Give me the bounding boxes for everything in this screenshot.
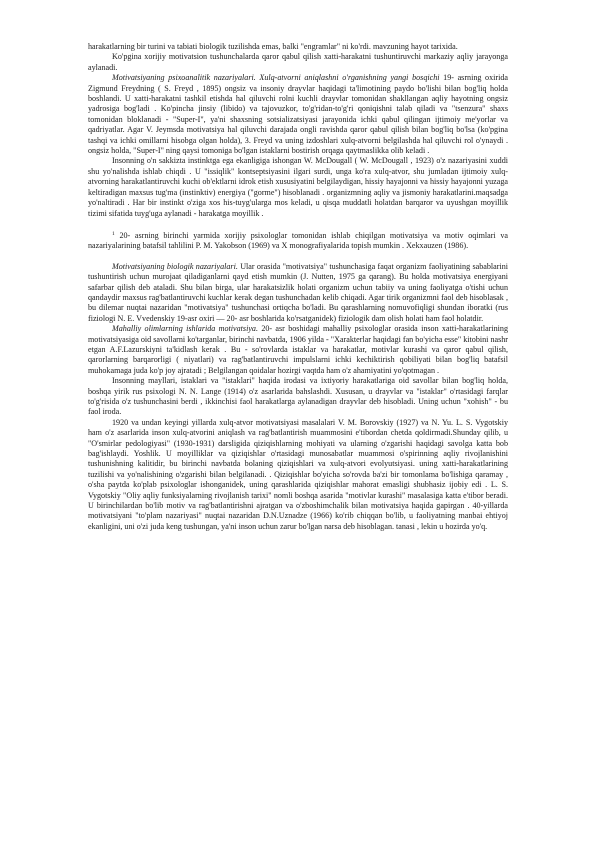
footnote-text: 20- asrning birinchi yarmida xorijiy psixologlar tomonidan ishlab chiqilgan motivatsiya va motiv oqimlari va nazariyalarining batafsil tahlilini P. M. Yakobson (1969) va X monografiyalarida topish mumkin . Xekxauzen (1986). bbox=[88, 230, 508, 251]
paragraph-local-scientists bbox=[88, 324, 508, 376]
section-heading-biological: Motivatsiyaning biologik nazariyalari. bbox=[112, 261, 238, 271]
paragraph-lange: Insonning mayllari, istaklari va "istaklari" haqida irodasi va ixtiyoriy harakatlariga oid savollar bilan bog'liq holda, boshqa yirik rus psixologi N. N. Lange (1914) o'z asarlarida bahslashdi. Xususan, u drayvlar va "istaklar" o'rtasidagi farqlar to'g'risida o'z tushunchasini berdi , ikkinchisi faol harakatlarga aylanadigan drayvlar deb hisobladi. Uning uchun "xohish" - bu faol iroda. bbox=[88, 376, 508, 417]
footnote bbox=[88, 229, 508, 252]
paragraph-mcdougall: Insonning o'n sakkizta instinktga ega ekanligiga ishongan W. McDougall ( W. McDougall , 1923) o'z nazariyasini xuddi shu yo'nalishda ishlab chiqdi . U "issiqlik" kontseptsiyasini ilgari surdi, unga ko'ra xulq-atvor, shu jumladan ijtimoiy xulq-atvorning harakatlantiruvchi kuchi ob'ektlarni idrok etish xususiyatini belgilaydigan, hissiy hayajonni va hissiy hayajonni yuzaga keltiradigan maxsus tug'ma (instinktiv) energiya ("gorme") hisoblanadi . organizmning aqliy va jismoniy harakatlarini.maqsadga yo'naltiradi . Har bir instinkt o'ziga xos his-tuyg'ularga mos keladi, u qisqa muddatli holatdan barqaror va uyushgan moyillik tizimi sifatida tuyg'uga aylanadi - harakatga moyillik . bbox=[88, 156, 508, 218]
section-heading-local-scientists: Mahalliy olimlarning ishlarida motivatsiya. bbox=[112, 324, 258, 334]
paragraph-biological-theories bbox=[88, 262, 508, 324]
paragraph-psychoanalytic-theories bbox=[88, 73, 508, 156]
paragraph-body: Ular orasida "motivatsiya" tushunchasiga faqat organizm faoliyatining sabablarini tushuntirish uchun murojaat qiladiganlarni qayd etish mumkin (J. Nutten, 1975 ga qarang). Bu holda motivatsiya energiyani safarbar qilish deb ataladi. Shu bilan birga, ular harakatsizlik holati organizm uchun tabiiy va uning faoliyatga o'tishi uchun qandaydir maxsus rag'batlantiruvchi kuchlar kerak degan tushunchadan kelib chiqadi. Agar tirik organizmni faol deb hisoblasak , bu dilemar nuqtai nazaridan "motivatsiya" tushunchasi ortiqcha bo'ladi. Bu qarashlarning nomuvofiqligi shundan iboratki (rus fiziologi N. E. Vvedenskiy 19-asr oxiri — 20- asr boshlarida ko'rsatganidek) fiziologik dam olish holati ham faol holatdir. bbox=[88, 261, 508, 323]
paragraph-body: 20- asr boshidagi mahalliy psixologlar orasida inson xatti-harakatlarining motivatsiyasiga oid savollarni ko'targanlar, birinchi navbatda, 1906 yilda - "Xarakterlar haqidagi fan bo'yicha esse" kitobini nashr etgan A.F.Lazurskiyni ta'kidlash kerak . Bu - so'rovlarda istaklar va harakatlar, motivlar kurashi va qaror qabul qilish, qarorlarning barqarorligi ( niyatlari) va rag'batlantiruvchi impulslarni ichki kechiktirish qobiliyati bilan bog'liq batafsil muhokamaga juda ko'p joy ajratadi ; Belgilangan qoidalar hozirgi vaqtda ham o'z ahamiyatini yo'qotmagan . bbox=[88, 324, 509, 375]
footnote-marker: 1 bbox=[112, 230, 115, 237]
section-heading-psychoanalytic: Motivatsiyaning psixoanalitik nazariyalari. Xulq-atvorni aniqlashni o'rganishning yangi bosqichi bbox=[112, 73, 440, 83]
paragraph-body: 19- asrning oxirida Zigmund Freydning ( S. Freyd , 1895) ongsiz va insoniy drayvlar haqidagi ta'limotining paydo bo'lishi bilan bog'liq holda boshlandi. U xatti-harakatni tashkil etishda hal qiluvchi rolni kuchli drayvlar tomonidan shakllangan aqliy hayotning ongsiz yadrosiga bog'ladi . Ko'pincha jinsiy (libido) va tajovuzkor, to'g'ridan-to'g'ri qoniqishni talab qiladi va "tsenzura" shaxs tomonidan bloklanadi - "Super-I", ya'ni shaxsning sotsializatsiyasi jarayonida ichki qabul qilingan ijtimoiy me'yorlar va qadriyatlar. Agar V. Jeymsda motivatsiya hal qiluvchi darajada ongli ravishda qaror qabul qilish bilan bog'liq bo'lsa (ko'pgina tashqi va ichki omillarni hisobga olgan holda), 3. Freyd va uning izdoshlari xulq-atvorni belgilashda hal qiluvchi rol o'ynaydi . ongsiz holda, "Super-I" ning qaysi tomoniga bo'lgan istaklarni bostirish orqaga qaytmaslikka olib keladi . bbox=[88, 73, 508, 156]
paragraph-continuation: harakatlarning bir turini va tabiati biologik tuzilishda emas, balki "engramlar" ni ko'rdi. mavzuning hayot tarixida. bbox=[88, 42, 458, 51]
paragraph-vygotsky: 1920 va undan keyingi yillarda xulq-atvor motivatsiyasi masalalari V. M. Borovskiy (1927) va N. Yu. L. S. Vygotskiy ham o'z asarlarida inson xulq-atvorini aniqlash va rag'batlantirish muammosini e'tibordan chetda qoldirmadi.Shunday qilib, u "O'smirlar pedologiyasi" (1930-1931) darsligida qiziqishlarning mohiyati va ularning o'zgarishi haqidagi savolga katta bob bag'ishlaydi. Yoshlik. U moyilliklar va qiziqishlar o'rtasidagi munosabatlar muammosi o'spirinning aqliy rivojlanishini tushunishning kalitidir, bu birinchi navbatda bolaning qiziqishlari va xulq-atvori evolyutsiyasi. uning xatti-harakatlarining tuzilishi va yo'nalishining o'zgarishi bilan belgilanadi. . Qiziqishlar bo'yicha so'rovda ba'zi bir tomonlama bo'lishiga qaramay , o'sha paytda ko'plab psixologlar ishonganidek, uning qarashlarida qiziqishlar mahorat emasligi shubhasiz ijobiy edi . L. S. Vygotskiy "Oliy aqliy funksiyalarning rivojlanish tarixi" nomli boshqa asarida "motivlar kurashi" masalasiga katta e'tibor beradi. U birinchilardan bo'lib motiv va rag'batlantirishni ajratgan va o'zboshimchalik bilan motivatsiya haqida gapirgan . 40-yillarda motivatsiyani "to'plam nazariyasi" nuqtai nazaridan D.N.Uznadze (1966) ko'rib chiqqan bo'lib, u faoliyatning manbai ehtiyoj ekanligini, uni o'zi juda keng tushungan, ya'ni inson uchun zarur bo'lgan narsa deb hisoblagan. tanasi , lekin u hozirda yo'q. bbox=[88, 417, 508, 531]
paragraph-decision-making: Ko'pgina xorijiy motivatsion tushunchalarda qaror qabul qilish xatti-harakatni tushuntiruvchi markaziy aqliy jarayonga aylanadi. bbox=[88, 52, 508, 72]
